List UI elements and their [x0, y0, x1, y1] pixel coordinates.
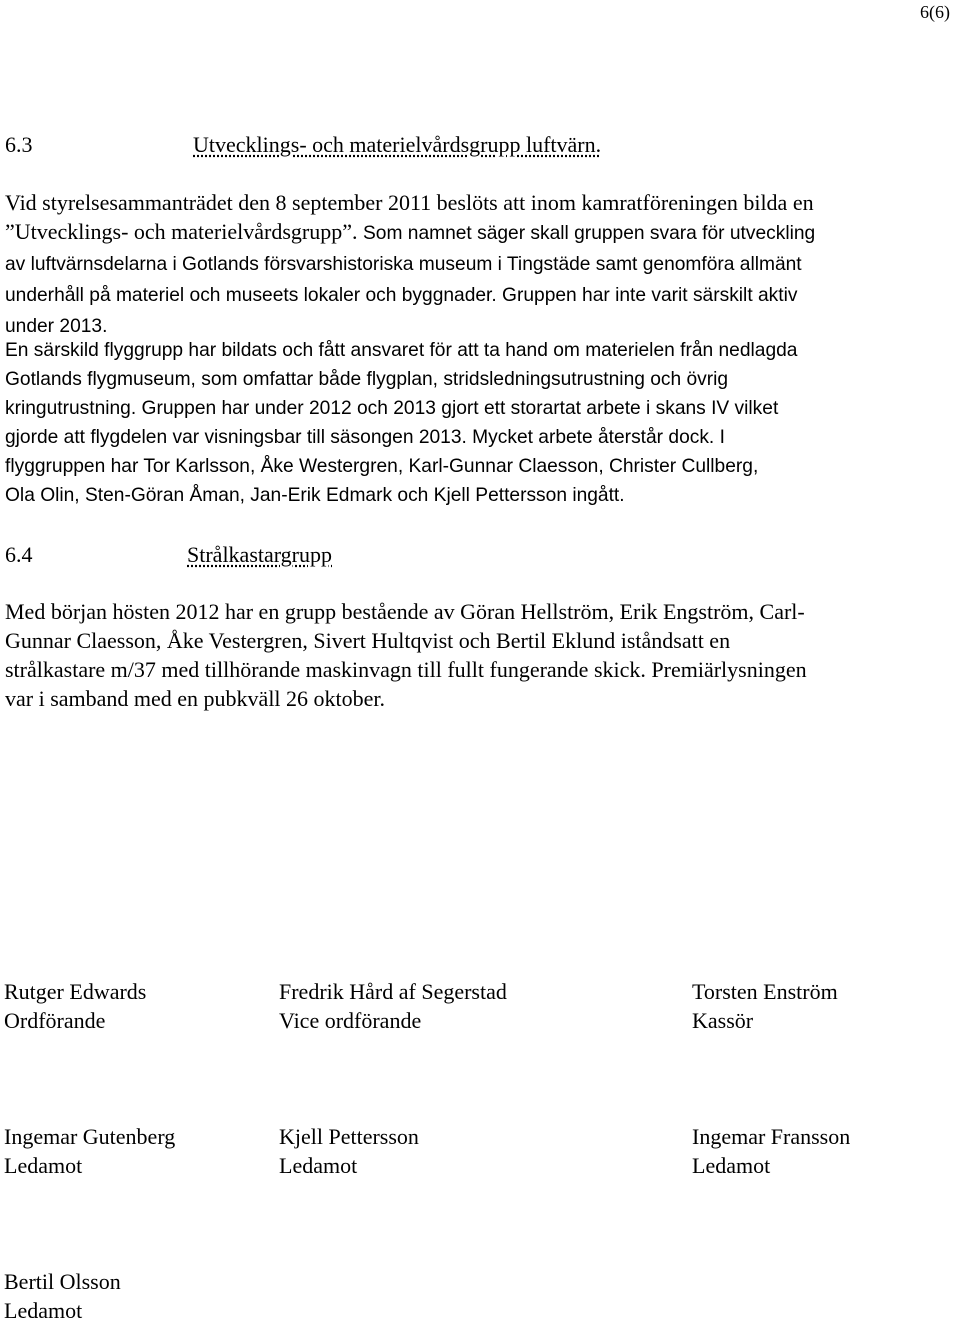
paragraph-stralkastargrupp: Med början hösten 2012 har en grupp bestående av Göran Hellström, Erik Engström, Carl- Gunnar Claesson, Åke Vestergren, Sivert Hultqvist och Bertil Eklund iståndsatt en strålkastare m/37 med tillhörande maskinvagn till fullt fungerande skick. Premiärlysningen var i samband med en pubkväll 26 oktober.: [5, 599, 807, 711]
section-title: Strålkastargrupp: [187, 542, 333, 567]
page-number: 6(6): [920, 2, 950, 22]
signatory-role: Ledamot: [4, 1153, 83, 1178]
signatory-name: Ingemar Gutenberg: [4, 1124, 176, 1149]
signature-block: [279, 1122, 419, 1180]
signature-block: [4, 977, 146, 1035]
signatory-role: Ordförande: [4, 1008, 106, 1033]
signatory-name: Ingemar Fransson: [692, 1124, 851, 1149]
paragraph-flyggrupp: En särskild flyggrupp har bildats och fått ansvaret för att ta hand om materielen från nedlagda Gotlands flygmuseum, som omfattar både flygplan, stridsledningsutrustning och övrig kringutrustning. Gruppen har under 2012 och 2013 gjort ett storartat arbete i skans IV vilket gjorde att flygdelen var visningsbar till säsongen 2013. Mycket arbete återstår dock. I flyggruppen har Tor Karlsson, Åke Westergren, Karl-Gunnar Claesson, Christer Cullberg, Ola Olin, Sten-Göran Åman, Jan-Erik Edmark och Kjell Pettersson ingått.: [5, 340, 798, 506]
paragraph-sans-part: Som namnet säger skall gruppen svara för utveckling av luftvärnsdelarna i Gotlands försvarshistoriska museum i Tingstäde samt genomföra allmänt underhåll på materiel och museets lokaler och byggnader. Gruppen har inte varit särskilt aktiv under 2013.: [5, 223, 816, 337]
signatory-role: Vice ordförande: [279, 1008, 422, 1033]
section-heading-6-4: [5, 541, 333, 569]
section-title: Utvecklings- och materielvårdsgrupp luftvärn.: [193, 132, 602, 157]
signatory-name: Kjell Pettersson: [279, 1124, 419, 1149]
signature-block: [4, 1122, 175, 1180]
signatory-name: Fredrik Hård af Segerstad: [279, 979, 507, 1004]
paragraph-utvecklingsgrupp: [5, 188, 960, 341]
signatory-name: Bertil Olsson: [4, 1269, 121, 1294]
signatory-name: Rutger Edwards: [4, 979, 147, 1004]
signatory-role: Kassör: [692, 1008, 754, 1033]
signatory-role: Ledamot: [692, 1153, 771, 1178]
section-heading-6-3: [5, 131, 602, 159]
signatory-role: Ledamot: [4, 1298, 83, 1323]
signature-block: [279, 977, 507, 1035]
signature-block: [692, 977, 838, 1035]
signature-block: [692, 1122, 850, 1180]
paragraph-serif-part: Vid styrelsesammanträdet den 8 september 2011 beslöts att inom kamratföreningen bilda en ”Utvecklings- och materielvårdsgrupp”.: [5, 190, 814, 244]
signature-block: [4, 1267, 121, 1325]
section-number: 6.3: [5, 132, 33, 157]
signatory-name: Torsten Enström: [692, 979, 838, 1004]
section-number: 6.4: [5, 542, 33, 567]
signatory-role: Ledamot: [279, 1153, 358, 1178]
